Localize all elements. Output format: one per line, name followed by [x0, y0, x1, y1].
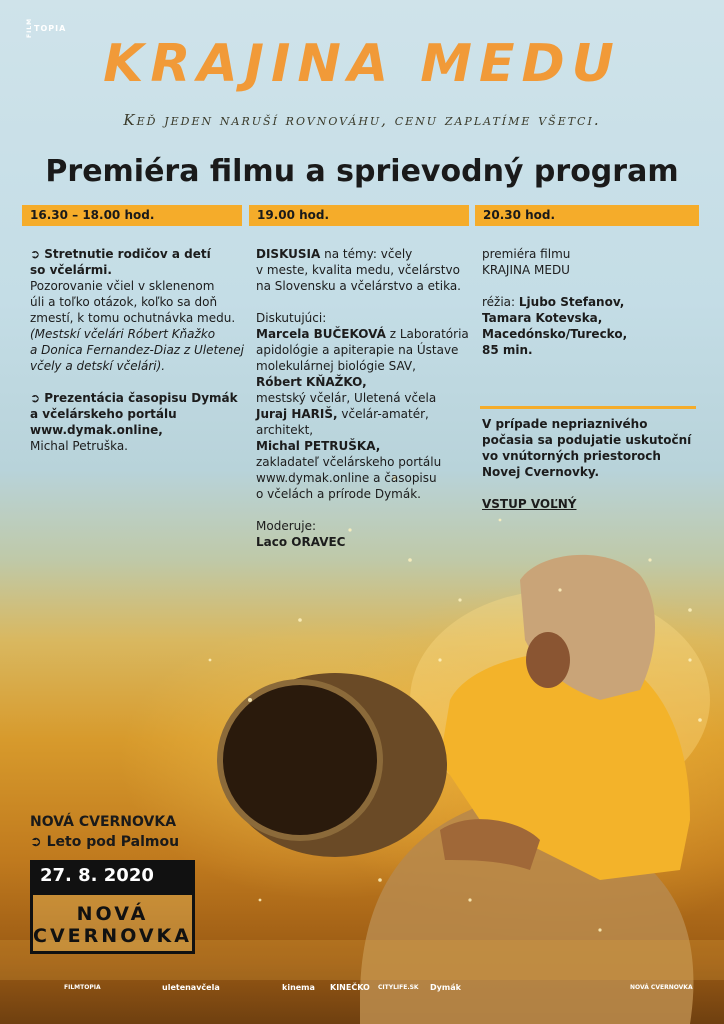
- moderator-label: Moderuje:: [256, 519, 316, 533]
- moderator-name: Laco ORAVEC: [256, 535, 346, 549]
- panelist-info: architekt,: [256, 423, 314, 437]
- time-bar-1: 16.30 – 18.00 hod.: [22, 205, 242, 226]
- nova-cvernovka-logo-line: NOVÁ: [76, 903, 149, 925]
- sponsor-logo: NOVÁ CVERNOVKA: [630, 984, 693, 991]
- item1-text-line: úli a toľko otázok, koľko sa doň: [30, 295, 218, 309]
- film-title: KRAJINA MEDU: [103, 34, 621, 94]
- weather-line: vo vnútorných priestoroch: [482, 449, 661, 463]
- nova-cvernovka-logo: [30, 892, 195, 954]
- discussion-label: DISKUSIA: [256, 247, 321, 261]
- sponsor-logo: CITYLIFE.SK: [378, 984, 419, 991]
- column-divider: [480, 406, 696, 409]
- filmtopia-logo-topia: TOPIA: [34, 24, 67, 33]
- weather-note: [482, 416, 698, 512]
- item1-text-line: Pozorovanie včiel v sklenenom: [30, 279, 215, 293]
- time-bar-3: 20.30 hod.: [475, 205, 699, 226]
- discussion-text-line: v meste, kvalita medu, včelárstvo: [256, 263, 460, 277]
- panelist-name: Michal PETRUŠKA,: [256, 439, 381, 453]
- panelist-info: včelár-amatér,: [337, 407, 429, 421]
- item1-note-line: včely a detskí včelári).: [30, 359, 166, 373]
- weather-line: V prípade nepriaznivého: [482, 417, 648, 431]
- panelist-info: mestský včelár, Uletená včela: [256, 391, 437, 405]
- discussion-text-line: na Slovensku a včelárstvo a etika.: [256, 279, 461, 293]
- free-entry: VSTUP VOĽNÝ: [482, 497, 577, 511]
- venue-block: [30, 812, 179, 852]
- item2-title-line: ➲ Prezentácia časopisu Dymák: [30, 391, 238, 405]
- director-line: Macedónsko/Turecko,: [482, 327, 628, 341]
- item1-title-line: so včelármi.: [30, 263, 112, 277]
- sponsor-logo: FILMTOPIA: [64, 984, 101, 991]
- sponsor-logo: kinema: [282, 983, 315, 992]
- program-column-1: [30, 246, 246, 454]
- item2-name: Michal Petruška.: [30, 439, 128, 453]
- panelist-info: www.dymak.online a časopisu: [256, 471, 437, 485]
- headline: Premiéra filmu a sprievodný program: [45, 154, 679, 189]
- director-label: réžia:: [482, 295, 519, 309]
- discussion-line: [256, 246, 472, 262]
- weather-line: Novej Cvernovky.: [482, 465, 600, 479]
- panelist-name: Róbert KŇAŽKO,: [256, 375, 367, 389]
- panelist-info: apidológie a apiterapie na Ústave: [256, 343, 459, 357]
- item1-title-line: ➲ Stretnutie rodičov a detí: [30, 247, 211, 261]
- director-line: Tamara Kotevska,: [482, 311, 603, 325]
- venue-sub: ➲ Leto pod Palmou: [30, 834, 180, 850]
- panel-label: Diskutujúci:: [256, 311, 327, 325]
- panelist-name: Juraj HARIŠ,: [256, 407, 338, 421]
- panelist-info: z Laboratória: [385, 327, 469, 341]
- nova-cvernovka-logo-line: CVERNOVKA: [33, 925, 192, 947]
- program-column-3: [482, 246, 698, 358]
- panelist-info: molekulárnej biológie SAV,: [256, 359, 416, 373]
- panelist-name: Marcela BUČEKOVÁ: [256, 327, 386, 341]
- event-date: 27. 8. 2020: [30, 860, 195, 892]
- item2-title-line: a včelárskeho portálu: [30, 407, 177, 421]
- director-line: 85 min.: [482, 343, 533, 357]
- program-column-2: [256, 246, 472, 550]
- panelist-info: o včelách a prírode Dymák.: [256, 487, 421, 501]
- discussion-topic: na témy: včely: [320, 247, 413, 261]
- tagline: Keď jeden naruší rovnováhu, cenu zaplatíme všetci.: [123, 111, 601, 129]
- premiere-label: premiéra filmu: [482, 247, 571, 261]
- face-shape: [526, 632, 570, 688]
- sponsor-logo: Dymák: [430, 983, 461, 992]
- sponsor-logos: [0, 980, 724, 1000]
- time-bar-2: 19.00 hod.: [249, 205, 469, 226]
- sponsor-logo: KINEČKO: [330, 983, 370, 992]
- item1-text-line: zmestí, k tomu ochutnávka medu.: [30, 311, 236, 325]
- filmtopia-logo-film: FILM: [26, 17, 33, 38]
- item1-note-line: a Donica Fernandez-Diaz z Uletenej: [30, 343, 244, 357]
- item2-title-line: www.dymak.online,: [30, 423, 163, 437]
- item1-note-line: (Mestskí včelári Róbert Kňažko: [30, 327, 216, 341]
- premiere-film: KRAJINA MEDU: [482, 263, 570, 277]
- venue-name: NOVÁ CVERNOVKA: [30, 814, 177, 830]
- director-name: Ljubo Stefanov,: [518, 295, 625, 309]
- panelist-info: zakladateľ včelárskeho portálu: [256, 455, 442, 469]
- sponsor-logo: uletenavčela: [162, 983, 220, 992]
- weather-line: počasia sa podujatie uskutoční: [482, 433, 692, 447]
